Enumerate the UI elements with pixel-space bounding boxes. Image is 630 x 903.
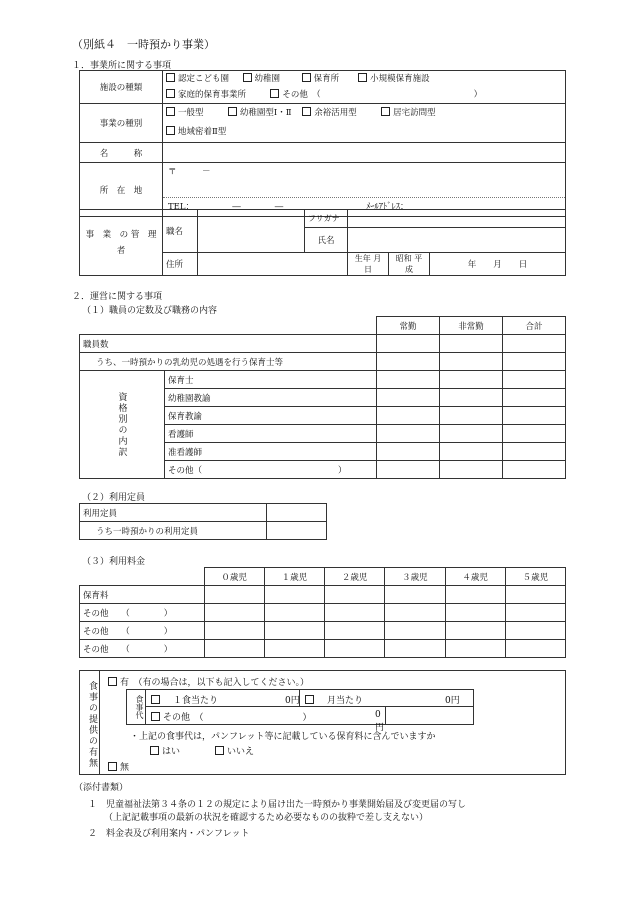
staff-temp-label: うち、一時預かりの乳幼児の処遇を行う保育士等 (80, 353, 377, 371)
fee-row-label: その他 （ ） (80, 640, 205, 658)
answer-yes[interactable]: はい (150, 744, 180, 757)
checkbox-general[interactable]: 一般型 (166, 108, 204, 118)
fee-row-label: その他 （ ） (80, 604, 205, 622)
col-age3: ３歳児 (385, 568, 445, 586)
meal-label: 食事の提供の有無 (80, 671, 100, 774)
postal-field[interactable]: 〒 － (168, 167, 211, 177)
col-age1: １歳児 (264, 568, 324, 586)
checkbox-surplus[interactable]: 余裕活用型 (302, 108, 357, 118)
furigana-label: フリガナ (305, 210, 348, 228)
capacity-table (79, 503, 327, 540)
checkbox-other-facility[interactable]: その他 （ ） (270, 90, 482, 100)
staff-count-label: 職員数 (80, 335, 377, 353)
fee-subheading: （３）利用料金 (82, 557, 146, 567)
col-age2: ２歳児 (325, 568, 385, 586)
capacity-field[interactable] (267, 504, 327, 522)
fee-row-label: その他 （ ） (80, 622, 205, 640)
section1-heading: １．事業所に関する事項 (72, 61, 172, 71)
capacity-temp-field[interactable] (267, 522, 327, 540)
capacity-temp-label: うち一時預かりの利用定員 (80, 522, 267, 540)
capacity-label: 利用定員 (80, 504, 267, 522)
email-field[interactable]: ﾒｰﾙｱﾄﾞﾚｽ： (365, 202, 409, 212)
name-label: 名 称 (80, 143, 163, 163)
checkbox-small-nursery[interactable]: 小規模保育施設 (358, 74, 430, 84)
person-name-label: 氏名 (305, 228, 348, 253)
checkbox-kindergarten-type[interactable]: 幼稚園型Ⅰ・Ⅱ (228, 108, 292, 118)
checkbox-yochien[interactable]: 幼稚園 (243, 74, 281, 84)
capacity-subheading: （２）利用定員 (82, 493, 146, 503)
col-age0: ０歳児 (204, 568, 264, 586)
qual-row: その他（ ） (165, 461, 377, 479)
qual-row: 保育士 (165, 371, 377, 389)
other-fee-yen: 0円 (375, 710, 385, 733)
attachment-item-1-note: （上記記載事項の最新の状況を確認するため必要なものの抜粋で差し支えない） (104, 813, 429, 823)
checkbox-community[interactable]: 地域密着Ⅱ型 (166, 127, 226, 137)
job-title-label: 職名 (163, 210, 198, 253)
other-fee-option[interactable]: その他 （ ） (151, 710, 312, 723)
tel-field[interactable]: TEL： ― ― (168, 202, 284, 212)
qual-row: 幼稚園教諭 (165, 389, 377, 407)
checkbox-family-nursery[interactable]: 家庭的保育事業所 (166, 90, 246, 100)
col-parttime: 非常勤 (440, 317, 503, 335)
meal-yes-checkbox[interactable] (108, 677, 117, 686)
residence-field[interactable] (198, 253, 348, 276)
residence-label: 住所 (163, 253, 198, 276)
per-meal-option[interactable]: １食当たり (151, 693, 218, 706)
facility-table (79, 70, 566, 217)
qual-row: 看護師 (165, 425, 377, 443)
fee-row-label: 保育料 (80, 586, 205, 604)
qualification-label: 資格別の内訳 (80, 371, 165, 479)
business-type-label: 事業の種別 (80, 104, 163, 143)
meal-no-option[interactable]: 無 (108, 760, 129, 773)
era-label: 昭和 平成 (389, 253, 430, 276)
per-month-yen: 0円 (445, 696, 460, 706)
attachments-heading: （添付書類） (74, 783, 129, 793)
checkbox-kodomoen[interactable]: 認定こども園 (166, 74, 229, 84)
meal-yes-option[interactable]: 有 （有の場合は，以下も記入してください。） (108, 675, 309, 688)
page-title: （別紙４ 一時預かり事業） (72, 38, 215, 51)
name-field[interactable] (163, 143, 566, 163)
fee-table (79, 567, 566, 658)
section2-heading: ２．運営に関する事項 (72, 292, 163, 302)
per-meal-yen: 0円 (285, 696, 300, 706)
col-total: 合計 (503, 317, 566, 335)
qual-row: 准看護師 (165, 443, 377, 461)
job-title-field[interactable] (198, 210, 305, 253)
birth-date-field[interactable]: 年 月 日 (430, 253, 566, 276)
col-fulltime: 常勤 (377, 317, 440, 335)
address-label: 所 在 地 (80, 163, 163, 217)
meal-box (79, 670, 566, 775)
furigana-field[interactable] (348, 210, 566, 228)
birth-label: 生年 月日 (348, 253, 389, 276)
attachment-item-2: ２ 料金表及び利用案内・パンフレット (88, 829, 250, 839)
attachment-item-1: １ 児童福祉法第３４条の１２の規定により届け出た一時預かり事業開始届及び変更届の写し (88, 800, 467, 810)
staff-subheading: （１）職員の定数及び職務の内容 (82, 306, 218, 316)
person-name-field[interactable] (348, 228, 566, 253)
checkbox-home-visit[interactable]: 居宅訪問型 (381, 108, 436, 118)
per-month-option[interactable]: 月当たり (305, 693, 363, 706)
qual-row: 保育教諭 (165, 407, 377, 425)
checkbox-hoikusho[interactable]: 保育所 (302, 74, 340, 84)
staff-table (79, 316, 566, 479)
manager-label: 事 業 の 管 理 者 (80, 210, 163, 276)
meal-fee-label: 食事代 (127, 690, 146, 724)
answer-no[interactable]: いいえ (215, 744, 254, 757)
meal-fee-box (126, 689, 474, 733)
facility-type-label: 施設の種類 (80, 71, 163, 104)
manager-table (79, 209, 566, 276)
col-age5: ５歳児 (505, 568, 565, 586)
meal-question: ・上記の食事代は，パンフレット等に記載している保育料に含んでいますか (130, 732, 436, 742)
col-age4: ４歳児 (445, 568, 505, 586)
